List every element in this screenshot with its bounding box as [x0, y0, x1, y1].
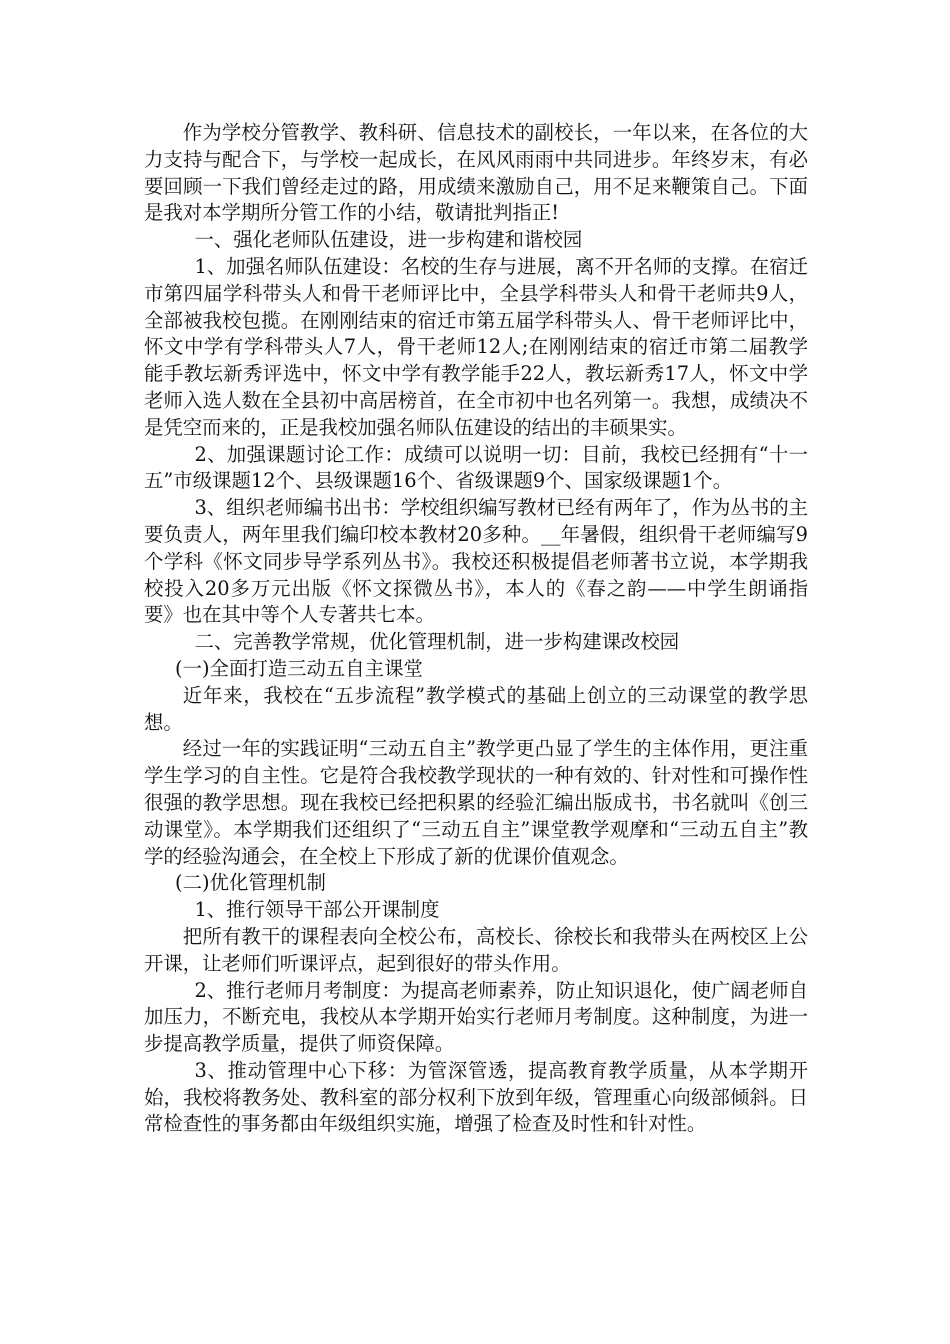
body-paragraph: 把所有教干的课程表向全校公布，高校长、徐校长和我带头在两校区上公开课，让老师们听课评点，起到很好的带头作用。 — [144, 924, 808, 975]
body-paragraph: 近年来，我校在“五步流程”教学模式的基础上创立的三动课堂的教学思想。 — [144, 683, 808, 734]
body-paragraph: 经过一年的实践证明“三动五自主”教学更凸显了学生的主体作用，更注重学生学习的自主性。它是符合我校教学现状的一种有效的、针对性和可操作性很强的教学思想。现在我校已经把积累的经验汇编出版成书，书名就叫《创三动课堂》。本学期我们还组织了“三动五自主”课堂教学观摩和“三动五自主”教学的经验沟通会，在全校上下形成了新的优课价值观念。 — [144, 737, 808, 868]
section-heading-2: 二、完善教学常规，优化管理机制，进一步构建课改校园 — [194, 630, 680, 654]
subheading-2: (二)优化管理机制 — [175, 871, 326, 895]
list-item-heading: 1、推行领导干部公开课制度 — [194, 898, 440, 922]
item-1-paragraph: 1、加强名师队伍建设：名校的生存与进展，离不开名师的支撑。在宿迁市第四届学科带头人和骨干老师评比中，全县学科带头人和骨干老师共9人，全部被我校包揽。在刚刚结束的宿迁市第五届学科带头人、骨干老师评比中，怀文中学有学科带头人7人，骨干老师12人;在刚刚结束的宿迁市第二届教学能手教坛新秀评选中，怀文中学有教学能手22人，教坛新秀17人，怀文中学老师入选人数在全县初中高居榜首，在全市初中也名列第一。我想，成绩决不是凭空而来的，正是我校加强名师队伍建设的结出的丰硕果实。 — [144, 254, 808, 439]
item-paragraph: 2、推行老师月考制度：为提高老师素养，防止知识退化，使广阔老师自加压力，不断充电，我校从本学期开始实行老师月考制度。这种制度，为进一步提高教学质量，提供了师资保障。 — [144, 978, 808, 1056]
document-body — [144, 120, 808, 1138]
item-paragraph: 3、推动管理中心下移：为管深管透，提高教育教学质量，从本学期开始，我校将教务处、教科室的部分权利下放到年级，管理重心向级部倾斜。日常检查性的事务都由年级组织实施，增强了检查及时性和针对性。 — [144, 1058, 808, 1136]
section-heading-1: 一、强化老师队伍建设，进一步构建和谐校园 — [194, 228, 583, 252]
item-3-paragraph: 3、组织老师编书出书：学校组织编写教材已经有两年了，作为丛书的主要负责人，两年里我们编印校本教材20多种。__年暑假，组织骨干老师编写9个学科《怀文同步导学系列丛书》。我校还积极提倡老师著书立说，本学期我校投入20多万元出版《怀文探微丛书》，本人的《春之韵——中学生朗诵指要》也在其中等个人专著共七本。 — [144, 496, 808, 627]
item-2-paragraph: 2、加强课题讨论工作：成绩可以说明一切：目前，我校已经拥有“十一五”市级课题12个、县级课题16个、省级课题9个、国家级课题1个。 — [144, 442, 808, 493]
intro-paragraph: 作为学校分管教学、教科研、信息技术的副校长，一年以来，在各位的大力支持与配合下，与学校一起成长，在风风雨雨中共同进步。年终岁末，有必要回顾一下我们曾经走过的路，用成绩来激励自己，用不足来鞭策自己。下面是我对本学期所分管工作的小结，敬请批判指正! — [144, 121, 808, 225]
subheading-1: (一)全面打造三动五自主课堂 — [175, 656, 423, 680]
